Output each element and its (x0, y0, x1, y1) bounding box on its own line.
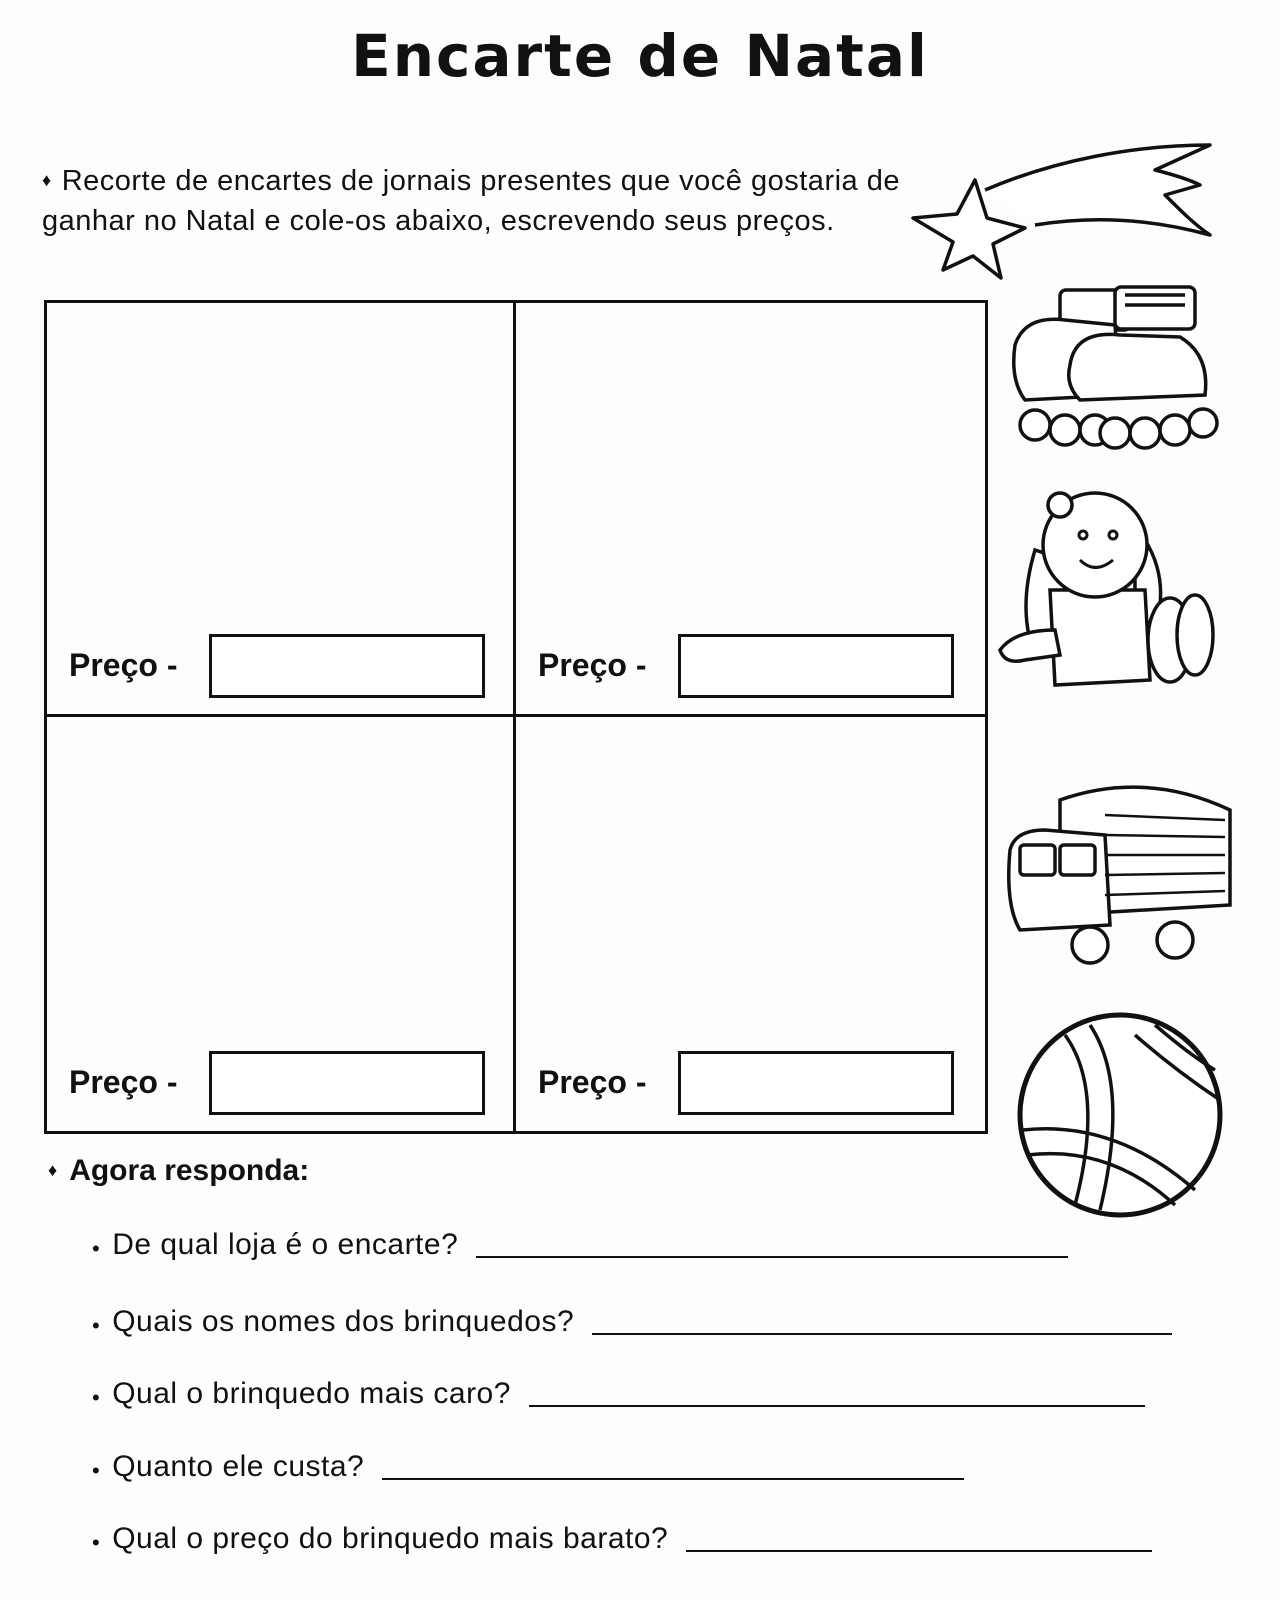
shooting-star-icon (905, 140, 1240, 285)
price-input-box[interactable] (678, 1051, 954, 1115)
question-text: Qual o brinquedo mais caro? (112, 1377, 511, 1410)
truck-icon (1005, 775, 1245, 975)
price-label: Preço - (538, 1064, 647, 1100)
clipping-cell[interactable] (47, 717, 516, 1131)
bullet-icon: • (92, 1313, 101, 1338)
instruction (42, 160, 900, 241)
answer-line[interactable] (476, 1254, 1068, 1258)
answer-line[interactable] (529, 1403, 1145, 1407)
diamond-bullet-icon: ♦ (48, 1160, 58, 1180)
volleyball-icon (1015, 1010, 1225, 1220)
bullet-icon: • (92, 1458, 101, 1483)
doll-icon (995, 480, 1225, 705)
question-text: Quais os nomes dos brinquedos? (112, 1305, 575, 1338)
price-label: Preço - (69, 647, 178, 683)
diamond-bullet-icon: ♦ (42, 170, 52, 190)
price-input-box[interactable] (209, 634, 485, 698)
bullet-icon: • (92, 1385, 101, 1410)
price-input-box[interactable] (209, 1051, 485, 1115)
bullet-icon: • (92, 1530, 101, 1555)
question-item (92, 1377, 1145, 1411)
clipping-cell[interactable] (47, 303, 516, 717)
question-text: Quanto ele custa? (112, 1450, 365, 1483)
question-item (92, 1450, 964, 1484)
roller-skates-icon (1005, 285, 1225, 460)
question-item (92, 1522, 1152, 1556)
instruction-text: Recorte de encartes de jornais presentes que você gostaria de ganhar no Natal e cole-os abaixo, escrevendo seus preços. (42, 165, 900, 237)
question-item (92, 1305, 1172, 1339)
answer-line[interactable] (382, 1476, 964, 1480)
answer-line[interactable] (592, 1331, 1172, 1335)
question-text: De qual loja é o encarte? (112, 1228, 459, 1261)
price-label: Preço - (538, 647, 647, 683)
bullet-icon: • (92, 1236, 101, 1261)
price-label: Preço - (69, 1064, 178, 1100)
page-title: Encarte de Natal (351, 22, 929, 90)
question-item (92, 1228, 1068, 1262)
clipping-grid (44, 300, 988, 1134)
answer-line[interactable] (686, 1548, 1152, 1552)
question-text: Qual o preço do brinquedo mais barato? (112, 1522, 669, 1555)
clipping-cell[interactable] (516, 303, 985, 717)
price-input-box[interactable] (678, 634, 954, 698)
section-heading-text: Agora responda: (69, 1154, 310, 1187)
clipping-cell[interactable] (516, 717, 985, 1131)
section-heading (48, 1154, 309, 1188)
